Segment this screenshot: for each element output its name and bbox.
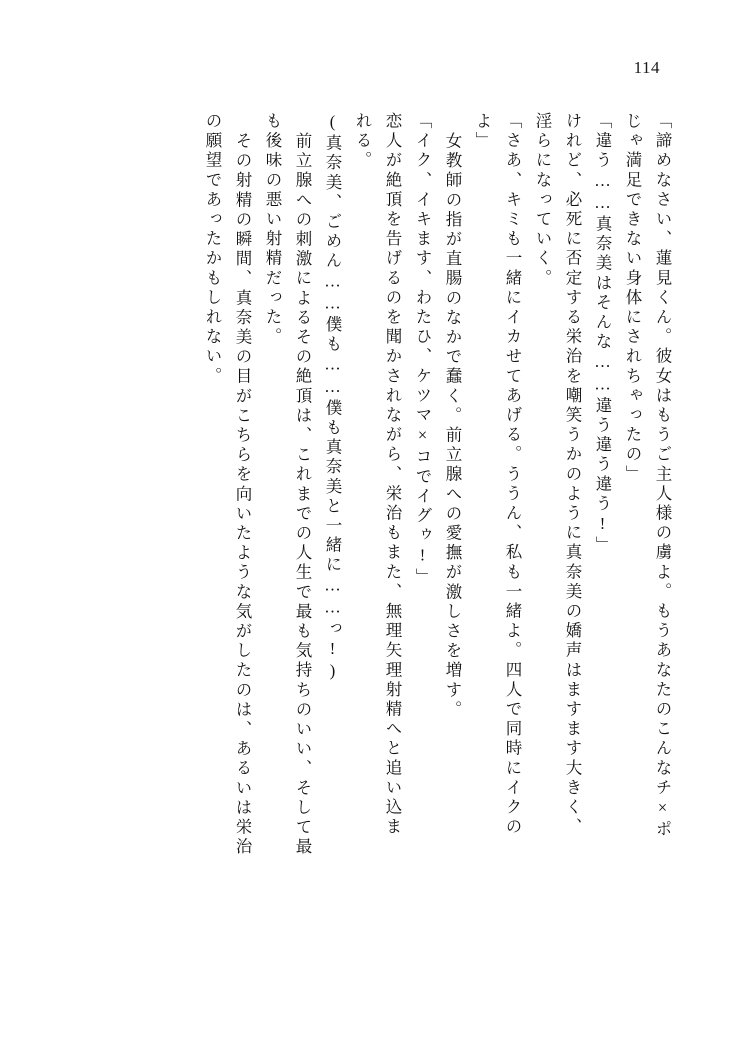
text-line: 「諦めなさい、蓮見くん。彼女はもうご主人様の虜よ。もうあなたのこんなチ×ポ [653, 112, 672, 840]
text-line: 「イク、イキます、わたひ、ケツマ×コでイグゥ!」 [413, 112, 432, 588]
vertical-text-body [110, 112, 670, 952]
text-line: 「さあ、キミも一緒にイカせてあげる。ううん、私も一緒よ。四人で同時にイクの [503, 112, 522, 838]
text-line: 女教師の指が直腸のなかで蠢く。前立腺への愛撫が激しさを増す。 [443, 132, 462, 720]
text-line: よ」 [473, 112, 492, 152]
text-line: 恋人が絶頂を告げるのを聞かされながら、栄治もまた、無理矢理射精へと追い込ま [383, 112, 402, 838]
text-line: (真奈美、ごめん……僕も……僕も真奈美と一緒に……っ!) [323, 112, 342, 684]
text-line: じゃ満足できない身体にされちゃったの」 [623, 112, 642, 485]
page-number: 114 [633, 58, 660, 77]
text-line: その射精の瞬間、真奈美の目がこちらを向いたような気がしたのは、あるいは栄治 [233, 132, 252, 858]
text-line: も後味の悪い射精だった。 [263, 112, 282, 348]
text-line: 前立腺への刺激によるその絶頂は、これまでの人生で最も気持ちのいい、そして最 [293, 132, 312, 858]
text-line: けれど、必死に否定する栄治を嘲笑うかのように真奈美の嬌声はますます大きく、 [563, 112, 582, 838]
text-line: れる。 [353, 112, 372, 171]
text-line: の願望であったかもしれない。 [203, 112, 222, 387]
text-line: 「違う……真奈美はそんな……違う違う違う!」 [593, 112, 612, 556]
text-line: 淫らになっていく。 [533, 112, 552, 289]
